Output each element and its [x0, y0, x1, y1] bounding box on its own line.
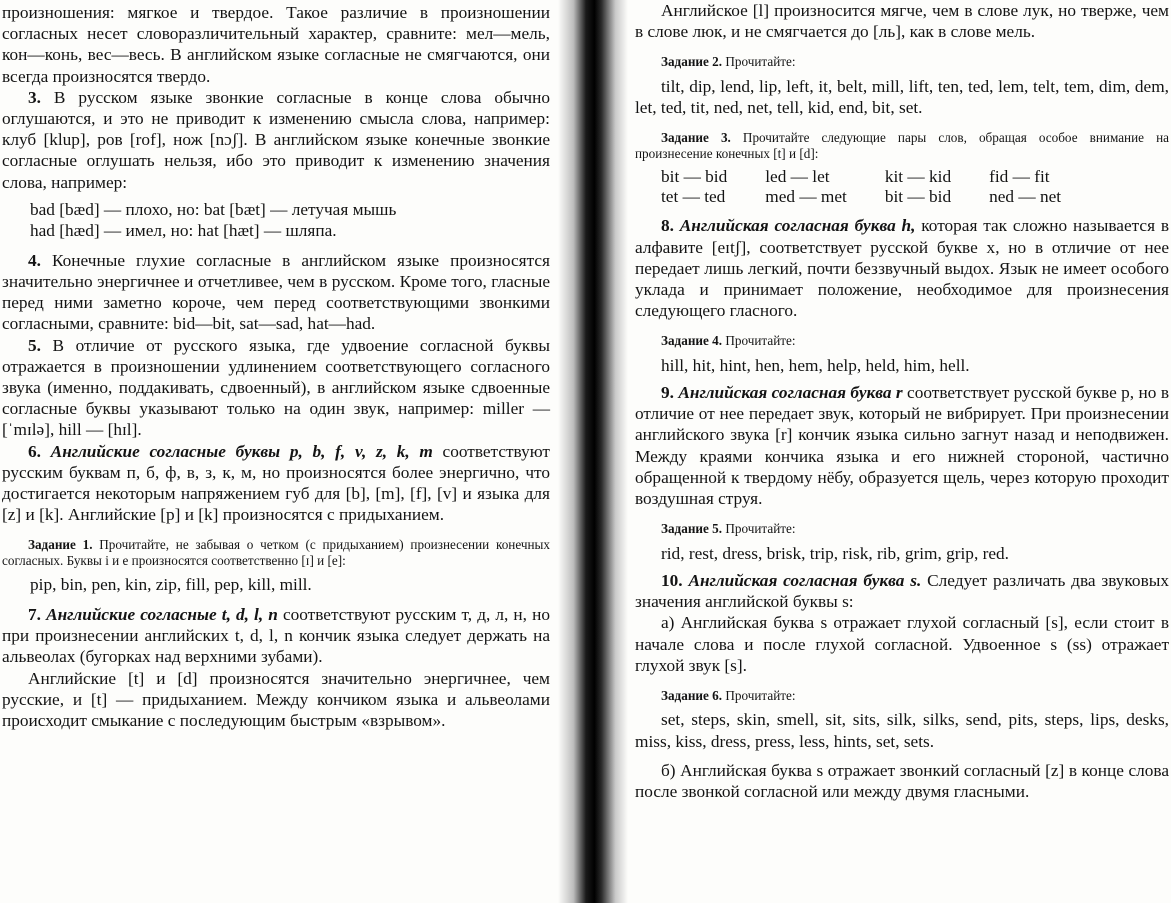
- paragraph-number: 3.: [28, 87, 41, 107]
- paragraph-number: 4.: [28, 250, 41, 270]
- example-line: bad [bæd] — плохо, но: bat [bæt] — летучая мышь: [30, 199, 397, 219]
- paragraph-text: В русском языке звонкие согласные в конце слова обычно оглушаются, и это не приводит к изменению смысла слова, например: клуб [klup], ров [rof], нож [nɔʃ]. В английском языке конечные звонкие согласные оглушать нельзя, ибо это приводит к изменению значения слова, например:: [2, 87, 550, 192]
- book-spine-shadow: [558, 0, 628, 903]
- paragraph-text: В отличие от русского языка, где удвоение согласной буквы отражается в произношении удлинением соответствующего согласного звука (именно, поддакивать, сдвоенный), в английском языке сдвоенные согласные буквы указывают только на один звук, например: miller — [ˈmɪlə], hill — [hɪl].: [2, 335, 550, 440]
- task-5-words: rid, rest, dress, brisk, trip, risk, rib, grim, grip, red.: [661, 543, 1009, 563]
- paragraph-text: соответствуют русским буквам п, б, ф, в, з, к, м, но произносятся более энергично, что достигается некоторым напряжением губ для [b], [m], [f], [v] и языка для [z] и [k]. Английские [p] и [k] произносятся с придыханием.: [2, 441, 550, 525]
- table-row: [661, 167, 1099, 187]
- paragraph-10: [635, 570, 1169, 612]
- right-page: [625, 0, 1171, 903]
- example-line: had [hæd] — имел, но: hat [hæt] — шляпа.: [30, 221, 337, 241]
- table-cell: led — let: [765, 167, 830, 187]
- task-text: Прочитайте, не забывая о четком (с придыханием) произнесении конечных согласных. Буквы i и e произносятся соответственно [ɪ] и [e]:: [2, 537, 551, 568]
- paragraph-continued: Английское [l] произносится мягче, чем в слове лук, но тверже, чем в слове люк, и не смягчается до [ль], как в слове мель.: [635, 1, 1169, 42]
- left-page: [0, 0, 560, 903]
- task-3-instruction: [635, 130, 1169, 161]
- paragraph-text: соответствует русской букве р, но в отличие от нее передает звук, который не вибрирует. При произнесении английского звука [r] кончик языка сильно загнут назад и неподвижен. Между краями кончика языка и его нижней стороной, частично обращенной к твердому нёбу, образуется щель, через которую проходит воздушная струя.: [635, 383, 1169, 509]
- paragraph-7b: Английские [t] и [d] произносятся значительно энергичнее, чем русские, и [t] — придыханием. Между кончиком языка и альвеолами происходит смыкание с последующим быстрым «взрывом».: [2, 668, 550, 730]
- task-4-instruction: [635, 333, 1169, 349]
- paragraph-9: [635, 382, 1169, 509]
- task-5-instruction: [635, 521, 1169, 537]
- paragraph-text: Конечные глухие согласные в английском языке произносятся значительно энергичнее и отчетливее, чем в русском. Кроме того, гласные перед ними заметно короче, чем перед соответствующими звонкими согласными, сравните: bid—bit, sat—sad, hat—had.: [2, 250, 550, 334]
- paragraph-text: Следует различать два звуковых значения английской буквы s:: [635, 570, 1169, 612]
- paragraph-text: соответствуют русским т, д, л, н, но при произнесении английских t, d, l, n кончик языка следует держать на альвеолах (бугорках над верхними зубами).: [2, 604, 550, 667]
- paragraph-number: 5.: [28, 335, 41, 355]
- task-label: Задание 2.: [661, 54, 723, 70]
- task-text: Прочитайте следующие пары слов, обращая особое внимание на произнесение конечных [t] и [d]:: [635, 130, 1170, 161]
- task-label: Задание 4.: [661, 333, 723, 349]
- task-2-instruction: [635, 54, 1169, 70]
- paragraph-heading: Английская согласная буква h,: [679, 216, 916, 236]
- task-1-instruction: [2, 537, 550, 568]
- paragraph-text: которая так сложно называется в алфавите [eɪtʃ], соответствует русской букве х, но в отличие от нее передает лишь легкий, почти беззвучный выдох. Язык не имеет особого уклада и принимает положение, необходимое для произнесения следующего гласного.: [635, 216, 1169, 321]
- table-cell: bit — bid: [884, 187, 952, 207]
- paragraph-8: [635, 215, 1169, 321]
- paragraph-number: 10.: [661, 570, 683, 590]
- table-row: [661, 187, 1099, 207]
- task-text: Прочитайте:: [725, 521, 796, 537]
- table-cell: med — met: [765, 187, 847, 207]
- paragraph-10b: б) Английская буква s отражает звонкий согласный [z] в конце слова после звонкой согласной или между двумя гласными.: [635, 760, 1169, 802]
- task-text: Прочитайте:: [725, 687, 796, 703]
- task-1-words: pip, bin, pen, kin, zip, fill, pep, kill, mill.: [30, 575, 312, 595]
- task-6-instruction: [635, 688, 1169, 704]
- paragraph-10a: а) Английская буква s отражает глухой согласный [s], если стоит в начале слова и после глухой согласной. Удвоенное s (ss) отражает глухой звук [s].: [635, 613, 1169, 675]
- paragraph-number: 6.: [28, 441, 41, 461]
- table-cell: kit — kid: [884, 167, 952, 187]
- paragraph-number: 7.: [28, 604, 41, 624]
- paragraph-4: [2, 250, 550, 335]
- paragraph-number: 8.: [661, 216, 674, 236]
- task-text: Прочитайте:: [725, 333, 796, 349]
- paragraph-continued: произношения: мягкое и твердое. Такое различие в произношении согласных несет словоразличительный характер, сравните: мел—мель, кон—конь, вес—весь. В английском языке согласные не смягчаются, они всегда произносятся твердо.: [2, 3, 550, 86]
- example-block: [2, 199, 550, 242]
- paragraph-heading: Английские согласные t, d, l, n: [46, 604, 278, 624]
- table-cell: tet — ted: [661, 187, 726, 207]
- paragraph-5: [2, 335, 550, 441]
- table-cell: bit — bid: [661, 167, 728, 187]
- table-cell: fid — fit: [989, 167, 1050, 187]
- paragraph-3: [2, 87, 550, 193]
- table-cell: ned — net: [989, 187, 1062, 207]
- paragraph-7: [2, 604, 550, 668]
- paragraph-heading: Английская согласная буква r: [678, 383, 903, 403]
- task-text: Прочитайте:: [725, 54, 796, 70]
- paragraph-number: 9.: [661, 383, 674, 403]
- task-label: Задание 3.: [661, 130, 731, 146]
- paragraph-heading: Английская согласная буква s.: [688, 570, 922, 590]
- task-label: Задание 1.: [28, 537, 93, 553]
- task-4-words: hill, hit, hint, hen, hem, help, held, him, hell.: [661, 355, 970, 375]
- paragraph-heading: Английские согласные буквы p, b, f, v, z, k, m: [50, 441, 433, 461]
- task-2-words: tilt, dip, lend, lip, left, it, belt, mill, lift, ten, ted, lem, telt, tem, dim, dem, let, ted, tit, ned, net, tell, kid, end, bit, set.: [635, 76, 1169, 118]
- word-pairs-table: [661, 167, 1099, 207]
- task-label: Задание 6.: [661, 687, 723, 703]
- paragraph-6: [2, 441, 550, 526]
- task-label: Задание 5.: [661, 521, 723, 537]
- task-6-words: set, steps, skin, smell, sit, sits, silk, silks, send, pits, steps, lips, desks, miss, kiss, dress, press, less, hints, set, sets.: [635, 710, 1169, 751]
